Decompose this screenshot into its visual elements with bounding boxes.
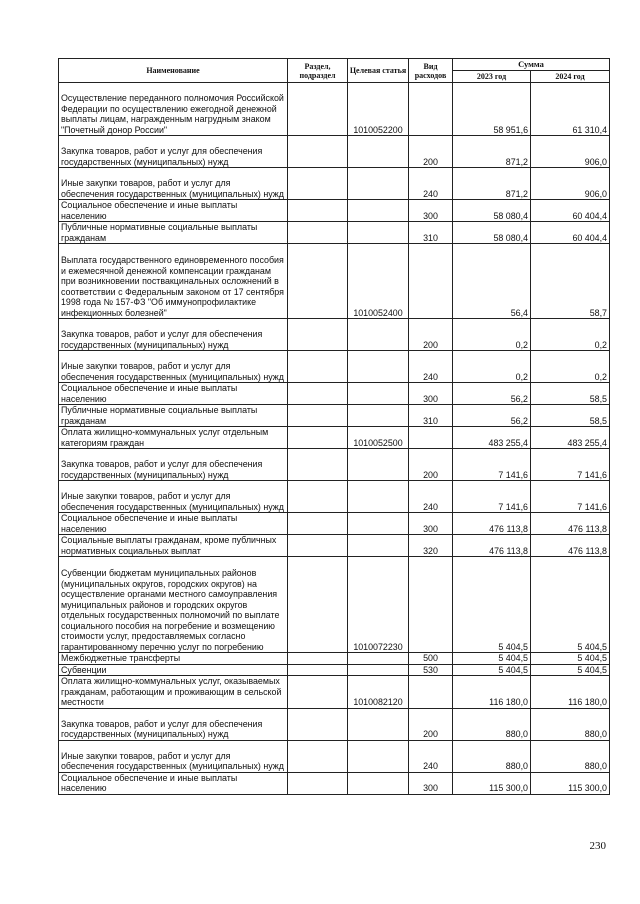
row-target [348, 222, 409, 244]
row-target: 1010052400 [348, 244, 409, 319]
header-target: Целевая статья [348, 59, 409, 83]
row-sum-2024: 476 113,8 [531, 535, 610, 557]
header-name: Наименование [59, 59, 288, 83]
row-sum-2024: 7 141,6 [531, 449, 610, 481]
table-row [59, 222, 610, 244]
row-sum-2023: 5 404,5 [453, 664, 531, 676]
row-section [288, 676, 348, 709]
row-expense [409, 244, 453, 319]
row-name: Иные закупки товаров, работ и услуг для обеспечения государственных (муниципальных) нужд [59, 740, 288, 772]
row-expense [409, 83, 453, 136]
row-sum-2024: 0,2 [531, 319, 610, 351]
row-name: Социальное обеспечение и иные выплаты населению [59, 383, 288, 405]
row-expense: 310 [409, 405, 453, 427]
row-expense [409, 557, 453, 653]
table-row [59, 351, 610, 383]
table-row [59, 319, 610, 351]
table-row [59, 427, 610, 449]
row-sum-2023: 880,0 [453, 740, 531, 772]
row-section [288, 136, 348, 168]
row-sum-2024: 906,0 [531, 168, 610, 200]
row-sum-2023: 115 300,0 [453, 772, 531, 794]
row-section [288, 708, 348, 740]
row-name: Иные закупки товаров, работ и услуг для обеспечения государственных (муниципальных) нужд [59, 481, 288, 513]
row-name: Межбюджетные трансферты [59, 653, 288, 665]
row-target: 1010052500 [348, 427, 409, 449]
row-sum-2024: 58,5 [531, 383, 610, 405]
table-row [59, 83, 610, 136]
budget-table [58, 58, 610, 795]
row-sum-2024: 880,0 [531, 740, 610, 772]
row-target [348, 449, 409, 481]
row-expense: 240 [409, 168, 453, 200]
row-expense: 300 [409, 772, 453, 794]
row-name: Публичные нормативные социальные выплаты гражданам [59, 222, 288, 244]
row-target: 1010082120 [348, 676, 409, 709]
row-name: Субвенции [59, 664, 288, 676]
row-expense [409, 676, 453, 709]
row-name: Субвенции бюджетам муниципальных районов (муниципальных округов, городских округов) на осуществление органами местного самоуправления муниципальных районов и городских округов отдельных государственных полномочий по выплате социального пособия на погребение и возмещению стоимости услуг, предоставляемых согласно гарантированному перечню услуг по погребению [59, 557, 288, 653]
row-target [348, 136, 409, 168]
header-sum: Сумма [453, 59, 610, 71]
header-section: Раздел, подраздел [288, 59, 348, 83]
row-section [288, 449, 348, 481]
row-sum-2024: 58,5 [531, 405, 610, 427]
row-sum-2024: 906,0 [531, 136, 610, 168]
header-year-2023: 2023 год [453, 71, 531, 83]
table-row [59, 449, 610, 481]
row-name: Закупка товаров, работ и услуг для обеспечения государственных (муниципальных) нужд [59, 449, 288, 481]
row-sum-2023: 5 404,5 [453, 557, 531, 653]
header-year-2024: 2024 год [531, 71, 610, 83]
row-sum-2024: 5 404,5 [531, 664, 610, 676]
row-sum-2023: 871,2 [453, 136, 531, 168]
row-expense: 200 [409, 136, 453, 168]
row-sum-2023: 880,0 [453, 708, 531, 740]
row-target [348, 383, 409, 405]
row-sum-2024: 116 180,0 [531, 676, 610, 709]
row-expense: 320 [409, 535, 453, 557]
row-section [288, 168, 348, 200]
row-section [288, 405, 348, 427]
row-expense: 240 [409, 740, 453, 772]
row-name: Осуществление переданного полномочия Российской Федерации по осуществлению ежегодной денежной выплаты лицам, награжденным нагрудным знаком "Почетный донор России" [59, 83, 288, 136]
row-section [288, 557, 348, 653]
row-expense: 200 [409, 708, 453, 740]
row-sum-2023: 58 951,6 [453, 83, 531, 136]
row-section [288, 740, 348, 772]
row-sum-2024: 60 404,4 [531, 200, 610, 222]
row-sum-2024: 483 255,4 [531, 427, 610, 449]
row-sum-2023: 56,4 [453, 244, 531, 319]
row-sum-2023: 56,2 [453, 383, 531, 405]
table-row [59, 535, 610, 557]
row-target: 1010052200 [348, 83, 409, 136]
row-target [348, 740, 409, 772]
row-target [348, 200, 409, 222]
row-target [348, 664, 409, 676]
table-row [59, 513, 610, 535]
table-row [59, 708, 610, 740]
row-target [348, 708, 409, 740]
row-sum-2023: 483 255,4 [453, 427, 531, 449]
row-target [348, 351, 409, 383]
row-sum-2023: 58 080,4 [453, 200, 531, 222]
row-expense: 240 [409, 481, 453, 513]
row-name: Социальные выплаты гражданам, кроме публичных нормативных социальных выплат [59, 535, 288, 557]
row-target [348, 168, 409, 200]
table-row [59, 200, 610, 222]
row-sum-2023: 0,2 [453, 319, 531, 351]
row-section [288, 427, 348, 449]
row-sum-2023: 7 141,6 [453, 449, 531, 481]
row-target [348, 653, 409, 665]
row-section [288, 653, 348, 665]
row-section [288, 481, 348, 513]
row-expense: 300 [409, 383, 453, 405]
row-sum-2024: 58,7 [531, 244, 610, 319]
row-name: Закупка товаров, работ и услуг для обеспечения государственных (муниципальных) нужд [59, 319, 288, 351]
table-row [59, 676, 610, 709]
table-row [59, 481, 610, 513]
row-expense: 300 [409, 513, 453, 535]
row-name: Закупка товаров, работ и услуг для обеспечения государственных (муниципальных) нужд [59, 708, 288, 740]
row-sum-2023: 116 180,0 [453, 676, 531, 709]
row-expense: 310 [409, 222, 453, 244]
row-section [288, 535, 348, 557]
row-sum-2023: 476 113,8 [453, 535, 531, 557]
row-expense [409, 427, 453, 449]
row-expense: 200 [409, 449, 453, 481]
row-sum-2023: 56,2 [453, 405, 531, 427]
row-sum-2023: 0,2 [453, 351, 531, 383]
row-name: Оплата жилищно-коммунальных услуг, оказываемых гражданам, работающим и проживающим в сельской местности [59, 676, 288, 709]
row-section [288, 83, 348, 136]
row-target [348, 319, 409, 351]
row-target [348, 772, 409, 794]
row-sum-2023: 7 141,6 [453, 481, 531, 513]
row-name: Публичные нормативные социальные выплаты гражданам [59, 405, 288, 427]
row-sum-2024: 0,2 [531, 351, 610, 383]
row-sum-2024: 880,0 [531, 708, 610, 740]
table-row [59, 405, 610, 427]
row-target: 1010072230 [348, 557, 409, 653]
row-name: Выплата государственного единовременного пособия и ежемесячной денежной компенсации гражданам при возникновении поствакцинальных осложнений в соответствии с Федеральным законом от 17 сентября 1998 года № 157-ФЗ "Об иммунопрофилактике инфекционных болезней" [59, 244, 288, 319]
row-sum-2024: 7 141,6 [531, 481, 610, 513]
row-target [348, 535, 409, 557]
row-sum-2024: 115 300,0 [531, 772, 610, 794]
row-name: Социальное обеспечение и иные выплаты населению [59, 513, 288, 535]
page-number: 230 [589, 840, 606, 852]
row-sum-2024: 60 404,4 [531, 222, 610, 244]
row-target [348, 405, 409, 427]
row-sum-2023: 476 113,8 [453, 513, 531, 535]
table-row [59, 653, 610, 665]
row-expense: 500 [409, 653, 453, 665]
row-sum-2023: 871,2 [453, 168, 531, 200]
table-row [59, 740, 610, 772]
table-row [59, 664, 610, 676]
row-sum-2023: 5 404,5 [453, 653, 531, 665]
table-row [59, 557, 610, 653]
row-section [288, 772, 348, 794]
row-name: Иные закупки товаров, работ и услуг для обеспечения государственных (муниципальных) нужд [59, 351, 288, 383]
row-sum-2024: 476 113,8 [531, 513, 610, 535]
row-sum-2023: 58 080,4 [453, 222, 531, 244]
row-sum-2024: 61 310,4 [531, 83, 610, 136]
row-sum-2024: 5 404,5 [531, 557, 610, 653]
table-row [59, 772, 610, 794]
row-sum-2024: 5 404,5 [531, 653, 610, 665]
table-row [59, 383, 610, 405]
row-section [288, 383, 348, 405]
row-target [348, 481, 409, 513]
row-section [288, 664, 348, 676]
row-section [288, 200, 348, 222]
header-expense: Вид расходов [409, 59, 453, 83]
table-row [59, 168, 610, 200]
row-name: Закупка товаров, работ и услуг для обеспечения государственных (муниципальных) нужд [59, 136, 288, 168]
table-row [59, 136, 610, 168]
row-section [288, 244, 348, 319]
table-row [59, 244, 610, 319]
row-section [288, 222, 348, 244]
row-expense: 530 [409, 664, 453, 676]
row-name: Иные закупки товаров, работ и услуг для обеспечения государственных (муниципальных) нужд [59, 168, 288, 200]
row-target [348, 513, 409, 535]
row-name: Социальное обеспечение и иные выплаты населению [59, 772, 288, 794]
row-name: Оплата жилищно-коммунальных услуг отдельным категориям граждан [59, 427, 288, 449]
row-section [288, 319, 348, 351]
row-name: Социальное обеспечение и иные выплаты населению [59, 200, 288, 222]
row-section [288, 513, 348, 535]
row-expense: 200 [409, 319, 453, 351]
row-expense: 300 [409, 200, 453, 222]
row-section [288, 351, 348, 383]
row-expense: 240 [409, 351, 453, 383]
